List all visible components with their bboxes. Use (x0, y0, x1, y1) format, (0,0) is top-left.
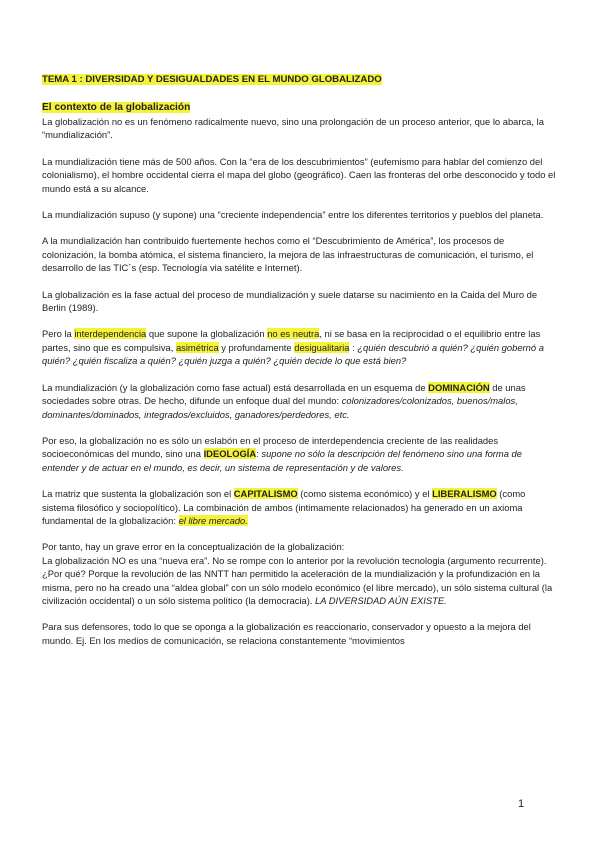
highlight-ideologia: IDEOLOGÍA (203, 448, 257, 460)
highlight-interdependencia: interdependencia (74, 328, 147, 340)
paragraph-4: A la mundialización han contribuido fuertemente hechos como el “Descubrimiento de América”, los procesos de colonización, la bomba atómica, el sistema financiero, la mejora de las infraestructuras de comunicación, el turismo, el desarrollo de las TIC´s (esp. Tecnología via satélite e Internet). (42, 235, 534, 274)
highlight-liberalismo: LIBERALISMO (432, 488, 497, 500)
paragraph-3: La mundialización supuso (y supone) una “creciente independencia” entre los diferentes territorios y pueblos del planeta. (42, 209, 544, 221)
highlight-capitalismo: CAPITALISMO (233, 488, 298, 500)
highlight-desigualitaria: desigualitaria (294, 341, 350, 353)
paragraph-5: La globalización es la fase actual del proceso de mundialización y suele datarse su nacimiento en la Caida del Muro de Berlin (1989). (42, 288, 538, 314)
highlight-no-es-neutra: no es neutra (267, 328, 320, 340)
page-content (42, 73, 558, 660)
paragraph-9: La matriz que sustenta la globalización son el CAPITALISMO (como sistema económico) y el LIBERALISMO (como sistema filosófico y sociopolítico). La combinación de ambos (intimamente relacionados) ha generado en un axioma fundamental de la globalización: el libre mercado. (42, 488, 526, 526)
paragraph-7: La mundialización (y la globalización como fase actual) está desarrollada en un esquema de DOMINACIÓN de unas sociedades sobre otras. De hecho, difunde un enfoque dual del mundo: colonizadores/colonizados, buenos/malos, dominantes/dominados, integrados/excluidos, ganadores/perdedores, etc. (42, 381, 526, 420)
section-heading: El contexto de la globalización (42, 102, 191, 113)
paragraph-2: La mundialización tiene más de 500 años. Con la “era de los descubrimientos” (eufemismo para hablar del comienzo del colonialismo), el hombre occidental cierra el mapa del globo (geográfico). Caen las fronteras del orbe desconocido y todo el mundo está a su alcance. (42, 155, 556, 194)
paragraph-6: Pero la interdependencia que supone la globalización no es neutra, ni se basa en la reciprocidad o el equilibrio entre las partes, sino que es compulsiva, asimétrica y profundamente desigualitaria : ¿quién descubrió a quién? ¿quién gobernó a quién? ¿quién fiscaliza a quién? ¿quién juzga a quién? ¿quién decide lo que está bien? (42, 328, 544, 367)
highlight-libre-mercado: el libre mercado. (178, 514, 248, 526)
paragraph-11: Para sus defensores, todo lo que se oponga a la globalización es reaccionario, conservador y opuesto a la mejora del mundo. Ej. En los medios de comunicación, se relaciona constantemente “movimientos (42, 621, 531, 646)
page-number: 1 (518, 798, 525, 810)
paragraph-1: La globalización no es un fenómeno radicalmente nuevo, sino una prolongación de un proceso anterior, que lo abarca, la “mundialización”. (42, 116, 544, 141)
highlight-dominacion: DOMINACIÓN (428, 381, 490, 393)
highlight-asimetrica: asimétrica (175, 341, 219, 353)
document-title: TEMA 1 : DIVERSIDAD Y DESIGUALDADES EN EL MUNDO GLOBALIZADO (42, 74, 382, 85)
paragraph-10: Por tanto, hay un grave error en la conceptualización de la globalización: La globalización NO es una “nueva era”. No se rompe con lo anterior por la revolución tecnologia (argumento recurrente). ¿Por qué? Porque la revolución de las NNTT han permitido la aceleración de la mundialización y la profundización en la misma, pero no ha creado una “aldea global” con un sólo modelo económico (el libre mercado), un sólo sistema cultural (la civilización occidental) o un sólo sistema político (la democracia). LA DIVERSIDAD AÚN EXISTE. (42, 541, 553, 606)
paragraph-8: Por eso, la globalización no es sólo un eslabón en el proceso de interdependencia creciente de las realidades socioeconómicas del mundo, sino una IDEOLOGÍA: supone no sólo la descripción del fenómeno sino una forma de entender y de actuar en el mundo, es decir, un sistema de representación y de valores. (42, 434, 522, 473)
